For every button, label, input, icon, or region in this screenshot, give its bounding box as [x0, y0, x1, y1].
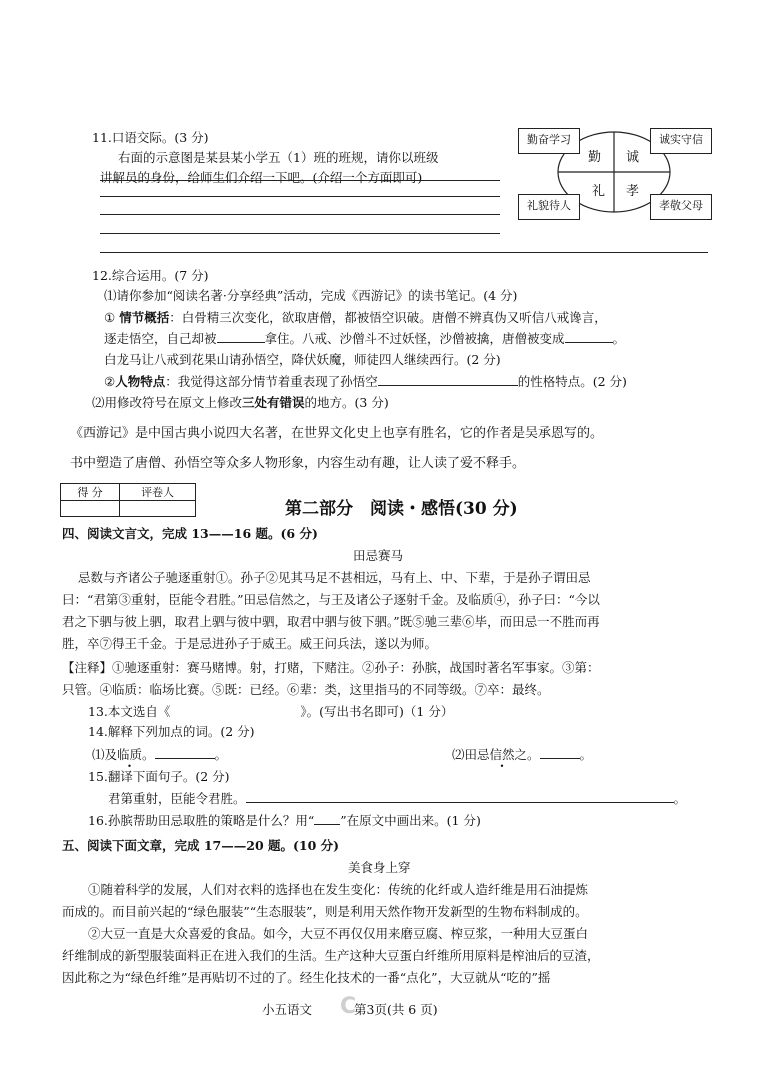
blank-trait[interactable] [378, 373, 518, 386]
score-cell[interactable] [61, 501, 120, 517]
circle-char-honesty: 诚 [626, 150, 640, 165]
footer-page: 第3页(共 6 页) [354, 1002, 438, 1017]
q14-2-blank[interactable] [540, 746, 580, 759]
plot-text1: ：白骨精三次变化，欲取唐僧，都被悟空识破。唐僧不辨真伪又听信八戒谗言， [169, 310, 607, 325]
blank-captor[interactable] [217, 330, 265, 343]
class-rules-diagram [518, 120, 710, 225]
notes-line1: 【注释】①驰逐重射：赛马赌博。射，打赌，下赌注。②孙子：孙膑，战国时著名军事家。③第： [62, 660, 600, 675]
notes-line2: 只管。④临质：临场比赛。⑤既：已经。⑥辈：类，这里指马的不同等级。⑦卒：最终。 [62, 682, 550, 697]
grader-cell[interactable] [120, 501, 196, 517]
char-text-b: 的性格特点。(2 分) [517, 374, 627, 389]
story-p1: 忌数与齐诸公子驰逐重射①。孙子②见其马足不甚相远，马有上、中、下辈，于是孙子谓田忌 [78, 570, 591, 585]
q12-passage-line2: 书中塑造了唐僧、孙悟空等众多人物形象，内容生动有趣，让人读了爱不释手。 [70, 456, 526, 471]
story-p3: 君之下驷与彼上驷，取君上驷与彼中驷，取君中驷与彼下驷。”既⑤驰三辈⑥毕，而田忌一不胜而再 [62, 614, 600, 629]
q16 [88, 811, 481, 829]
q12-plot-line3: 白龙马让八戒到花果山请孙悟空，降伏妖魔，师徒四人继续西行。(2 分) [104, 352, 501, 367]
plot-text2b: 拿住。八戒、沙僧斗不过妖怪，沙僧被擒，唐僧被变成 [264, 331, 565, 346]
q14-item2 [452, 745, 592, 763]
rule-box-filial: 孝敬父母 [650, 194, 712, 220]
article-p2c: 因此称之为“绿色纤维”是再贴切不过的了。经生化技术的一番“点化”，大豆就从“吃的”摇 [62, 970, 551, 985]
article-title: 美食身上穿 [348, 860, 411, 875]
story-p4: 胜，卒⑦得王千金。于是忌进孙子于威王。威王问兵法，遂以为师。 [62, 636, 438, 651]
char-text-a: ：我觉得这部分情节着重表现了孙悟空 [165, 374, 378, 389]
q15-sentence: 君第重射，臣能令君胜。 [108, 791, 246, 806]
q13-text-b: 》。(写出书名即可)（1 分） [300, 704, 454, 719]
q12-character-line [104, 372, 627, 390]
answer-line[interactable] [100, 252, 708, 253]
article-p2a: ②大豆一直是大众喜爱的食品。如今，大豆不再仅仅用来磨豆腐、榨豆浆，一种用大豆蛋白 [88, 926, 589, 941]
story-p2: 曰：“君第③重射，臣能令君胜。”田忌信然之，与王及诸公子逐射千金。及临质④，孙子曰：“今以 [62, 592, 600, 607]
q15: 15.翻译下面句子。(2 分) [88, 769, 230, 784]
char-num: ② [104, 374, 116, 389]
sec5-heading: 五、阅读下面文章，完成 17——20 题。(10 分) [62, 838, 340, 853]
sub2-text-a: ⑵用修改符号在原文上修改 [92, 395, 243, 410]
q16-text-a: 16.孙膑帮助田忌取胜的策略是什么？用“ [88, 813, 315, 828]
q14-2-dotted: 信然 [489, 747, 515, 762]
q14-1-end: 。 [214, 747, 228, 762]
q11-line2: 讲解员的身份，给师生们介绍一下吧。(介绍一个方面即可) [100, 170, 423, 185]
answer-line[interactable] [100, 233, 500, 234]
circle-char-filial: 孝 [626, 184, 640, 199]
q15-end: 。 [673, 791, 687, 806]
q16-underline-symbol [314, 812, 340, 825]
q11-line1: 右面的示意图是某县某小学五（1）班的班规，请你以班级 [118, 150, 439, 165]
plot-text2c: 。 [612, 331, 626, 346]
circle-char-courtesy: 礼 [592, 184, 606, 199]
q16-text-b: ”在原文中画出来。(1 分) [340, 813, 481, 828]
answer-line[interactable] [100, 180, 500, 181]
grader-label: 评卷人 [120, 484, 196, 501]
part2-title: 第二部分 阅读・感悟(30 分) [285, 499, 518, 519]
score-label: 得 分 [61, 484, 120, 501]
article-p1a: ①随着科学的发展，人们对衣料的选择也在发生变化：传统的化纤或人造纤维是用石油提炼 [88, 882, 589, 897]
rule-box-polite: 礼貌待人 [518, 194, 580, 220]
q12-sub1: ⑴请你参加“阅读名著·分享经典”活动，完成《西游记》的读书笔记。(4 分) [104, 288, 518, 303]
plot-text2a: 逐走悟空，自己却被 [104, 331, 217, 346]
q14-2-a: ⑵田忌 [452, 747, 490, 762]
q14-2-b: 之。 [514, 747, 540, 762]
answer-line[interactable] [100, 196, 500, 197]
q14-item1 [92, 745, 227, 763]
q15-sentence-row [108, 789, 686, 807]
circle-char-diligence: 勤 [588, 150, 602, 165]
q14-1-blank[interactable] [155, 746, 215, 759]
q12-plot-line1 [104, 308, 607, 326]
article-p1b: 而成的。而目前兴起的“绿色服装”“生态服装”，则是利用天然作物开发新型的生物布料制成的。 [62, 904, 588, 919]
q13 [88, 702, 453, 720]
q14: 14.解释下列加点的词。(2 分) [88, 724, 255, 739]
q14-1-dotted: 临质 [117, 747, 143, 762]
q12-plot-line2 [104, 329, 625, 347]
q15-answer-line[interactable] [246, 790, 674, 803]
plot-num: ① [104, 310, 116, 325]
q13-text-a: 13.本文选自《 [88, 704, 171, 719]
article-p2b: 纤维制成的新型服装面料正在进入我们的生活。生产这种大豆蛋白纤维所用原料是榨油后的豆渣， [62, 948, 600, 963]
sub2-text-c: 的地方。(3 分) [304, 395, 389, 410]
q14-1-a: ⑴及 [92, 747, 118, 762]
story-title: 田忌赛马 [353, 548, 404, 563]
sec4-heading: 四、阅读文言文，完成 13——16 题。(6 分) [62, 526, 318, 541]
watermark-c: C [340, 994, 357, 1019]
score-box [60, 483, 196, 517]
q12-sub2 [92, 393, 389, 411]
rule-box-honesty: 诚实守信 [650, 128, 712, 154]
char-label: 人物特点 [115, 374, 166, 389]
plot-label: 情节概括 [119, 310, 170, 325]
blank-transformed[interactable] [565, 330, 613, 343]
rule-box-study: 勤奋学习 [518, 128, 580, 154]
q14-1-b: 。 [142, 747, 155, 762]
sub2-emphasis: 三处有错误 [242, 395, 305, 410]
footer-subject: 小五语文 [262, 1002, 313, 1017]
q12-title: 12.综合运用。(7 分) [92, 268, 209, 283]
q14-2-c: 。 [579, 747, 593, 762]
q12-passage-line1: 《西游记》是中国古典小说四大名著，在世界文化史上也享有胜名，它的作者是吴承恩写的。 [70, 426, 604, 441]
answer-line[interactable] [100, 214, 500, 215]
q11-title: 11.口语交际。(3 分) [92, 130, 209, 145]
